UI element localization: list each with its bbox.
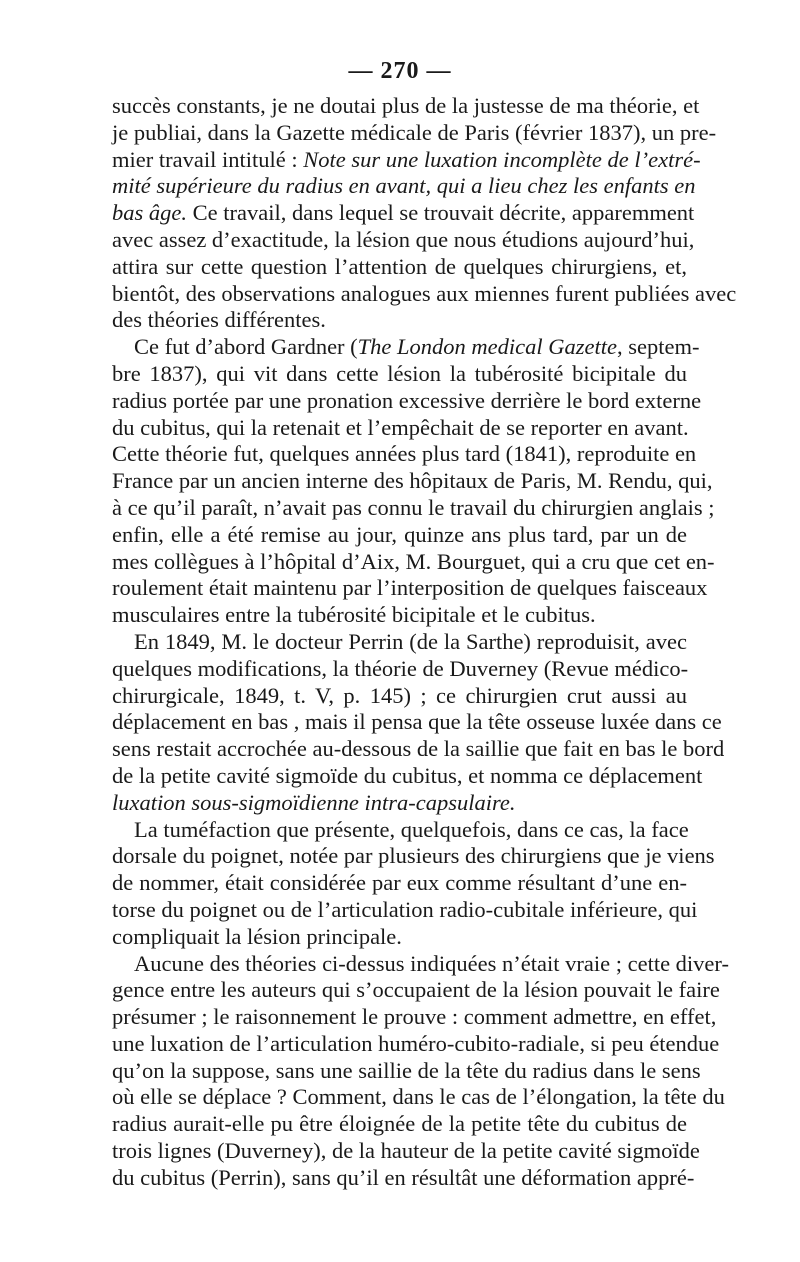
text-run: compliquait la lésion principale.: [112, 923, 402, 949]
text-line: [112, 683, 687, 710]
text-line: [112, 1057, 701, 1085]
paragraph: [112, 816, 715, 951]
text-line: [112, 1164, 695, 1192]
paragraph: [112, 93, 737, 334]
text-line: [112, 656, 687, 683]
text-run: France par un ancien interne des hôpitaux de Paris, M. Rendu, qui,: [112, 468, 713, 494]
text-line: [112, 629, 687, 656]
text-run: musculaires entre la tubérosité bicipitale et le cubitus.: [112, 602, 596, 628]
text-line: [112, 977, 720, 1004]
text-run: de nommer, était considérée par eux comme résultant d’une en-: [112, 870, 687, 896]
text-run: où elle se déplace ? Comment, dans le cas de l’élongation, la tête du: [112, 1084, 725, 1110]
italic-text: mité supérieure du radius en avant, qui a lieu chez les enfants en: [112, 173, 696, 199]
text-line: [112, 817, 687, 844]
text-run: du cubitus (Perrin), sans qu’il en résultât une déformation appré-: [112, 1164, 695, 1190]
italic-text: Note sur une luxation incomplète de l’extré-: [303, 146, 701, 172]
text-run: enfin, elle a été remise au jour, quinze ans plus tard, par un de: [112, 521, 687, 547]
text-line: [112, 1111, 687, 1138]
text-line: [112, 334, 700, 361]
text-run: des théories différentes.: [112, 307, 326, 333]
text-line: [112, 361, 687, 388]
text-run: présumer ; le raisonnement le prouve : comment admettre, en effet,: [112, 1004, 717, 1030]
text-run: trois lignes (Duverney), de la hauteur de la petite cavité sigmoïde: [112, 1138, 700, 1164]
text-run: radius aurait-elle pu être éloignée de la petite tête du cubitus de: [112, 1111, 687, 1137]
text-run: Cette théorie fut, quelques années plus tard (1841), reproduite en: [112, 441, 697, 467]
text-run: bre 1837), qui vit dans cette lésion la tubérosité bicipitale du: [112, 360, 687, 386]
text-run: roulement était maintenu par l’interposition de quelques faisceaux: [112, 575, 708, 601]
text-run: dorsale du poignet, notée par plusieurs des chirurgiens que je viens: [112, 843, 715, 869]
text-line: [112, 254, 687, 281]
text-run: bientôt, des observations analogues aux miennes furent publiées avec: [112, 280, 737, 306]
page-number: — 270 —: [348, 58, 452, 84]
body-text: [112, 93, 737, 1192]
text-run: gence entre les auteurs qui s’occupaient de la lésion pouvait le faire: [112, 977, 720, 1003]
text-line: [112, 307, 687, 334]
text-run: succès constants, je ne doutai plus de la justesse de ma théorie, et: [112, 93, 700, 118]
text-run: En 1849, M. le docteur Perrin (de la Sarthe) reproduisit, avec: [134, 628, 687, 654]
text-run: je publiai, dans la Gazette médicale de Paris (février 1837), un pre-: [112, 119, 717, 145]
text-line: [112, 870, 687, 897]
text-line: [112, 415, 687, 442]
text-line: [112, 200, 695, 227]
text-line: [112, 924, 687, 951]
text-run: mier travail intitulé :: [112, 146, 304, 172]
text-run: La tuméfaction que présente, quelquefois, dans ce cas, la face: [134, 816, 689, 842]
paragraph: [112, 950, 729, 1192]
text-line: [112, 468, 713, 495]
text-run: attira sur cette question l’attention de quelques chirurgiens, et,: [112, 253, 687, 279]
italic-text: The London medical Gazette: [357, 334, 618, 360]
text-line: [112, 548, 715, 576]
text-line: [112, 843, 715, 870]
text-run: de la petite cavité sigmoïde du cubitus, et nomma ce déplacement: [112, 762, 703, 788]
text-line: [112, 146, 701, 174]
text-run: torse du poignet ou de l’articulation radio-cubitale inférieure, qui: [112, 896, 698, 922]
text-run: à ce qu’il paraît, n’avait pas connu le travail du chirurgien anglais ;: [112, 494, 715, 520]
text-run: Ce travail, dans lequel se trouvait décrite, apparemment: [187, 200, 695, 226]
text-line: [112, 119, 717, 147]
text-line: [112, 494, 715, 522]
text-run: mes collègues à l’hôpital d’Aix, M. Bourguet, qui a cru que cet en-: [112, 548, 715, 574]
text-line: [112, 950, 729, 978]
paragraph: [112, 628, 725, 817]
text-run: quelques modifications, la théorie de Duverney (Revue médico-: [112, 655, 689, 681]
text-line: [112, 1084, 725, 1111]
text-run: avec assez d’exactitude, la lésion que nous étudions aujourd’hui,: [112, 226, 695, 252]
text-line: [112, 173, 696, 200]
text-line: [112, 1030, 720, 1058]
text-run: radius portée par une pronation excessive derrière le bord externe: [112, 387, 702, 413]
text-line: [112, 602, 687, 629]
text-line: [112, 736, 725, 763]
text-run: qu’on la suppose, sans une saillie de la tête du radius dans le sens: [112, 1057, 701, 1083]
text-line: [112, 575, 708, 602]
text-run: sens restait accrochée au-dessous de la saillie que fait en bas le bord: [112, 736, 725, 762]
text-line: [112, 387, 702, 415]
text-run: Aucune des théories ci-dessus indiquées n’était vraie ; cette diver-: [134, 950, 729, 976]
text-line: [112, 226, 695, 254]
italic-text: bas âge.: [112, 200, 187, 226]
text-run: du cubitus, qui la retenait et l’empêchait de se reporter en avant.: [112, 414, 689, 440]
text-run: déplacement en bas , mais il pensa que la tête osseuse luxée dans ce: [112, 709, 722, 735]
text-line: [112, 896, 698, 924]
text-line: [112, 709, 722, 736]
text-line: [112, 762, 703, 790]
text-line: [112, 280, 737, 308]
text-run: Ce fut d’abord Gardner (: [134, 334, 358, 360]
text-line: [112, 1004, 717, 1031]
text-run: , septem-: [617, 334, 700, 360]
italic-text: luxation sous-sigmoïdienne intra-capsulaire.: [112, 789, 516, 815]
text-line: [112, 441, 697, 468]
paragraph: [112, 334, 715, 629]
text-line: [112, 790, 687, 817]
text-line: [112, 93, 700, 120]
text-line: [112, 1138, 700, 1165]
text-run: une luxation de l’articulation huméro-cubito-radiale, si peu étendue: [112, 1030, 720, 1056]
text-line: [112, 522, 687, 549]
text-run: chirurgicale, 1849, t. V, p. 145) ; ce chirurgien crut aussi au: [112, 682, 687, 708]
